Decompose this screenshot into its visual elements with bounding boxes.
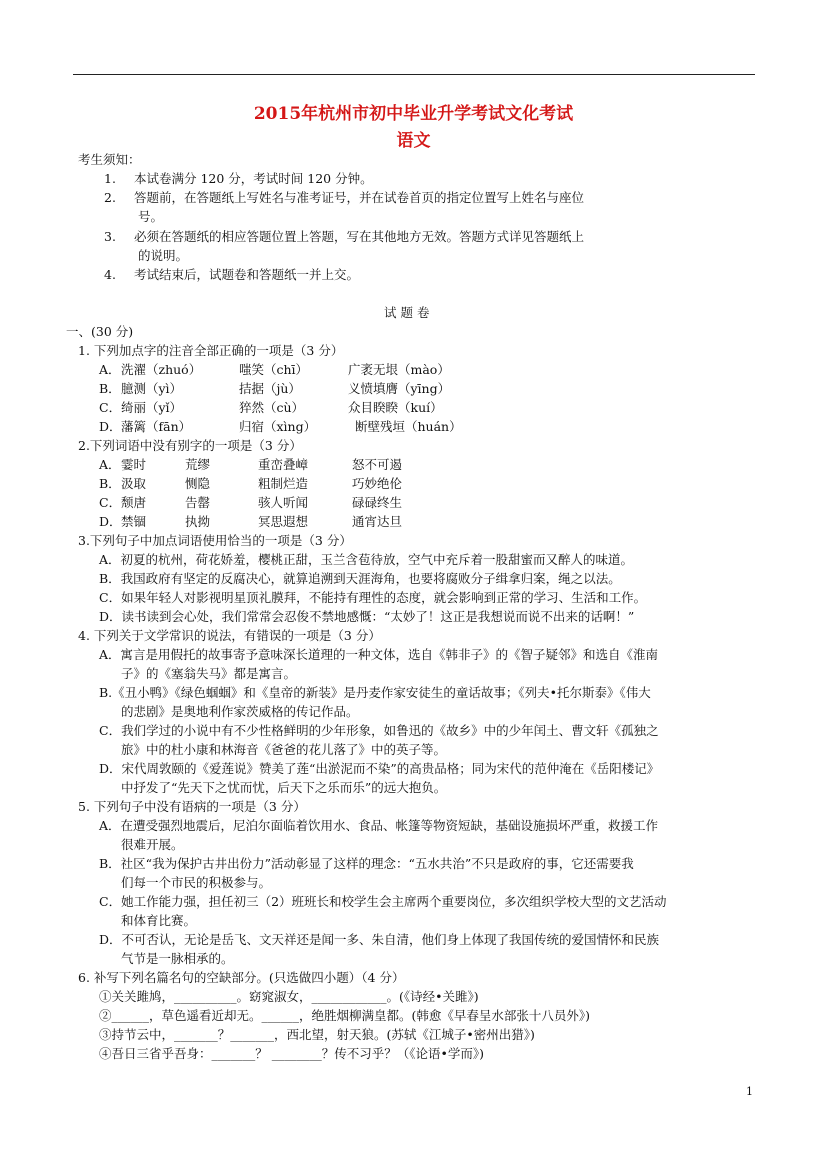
option-cell: 告罄 bbox=[185, 495, 211, 510]
option-line: D．读书读到会心处，我们常常会忍俊不禁地感慨：“太妙了！这正是我想说而说不出来的话啊！” bbox=[99, 609, 635, 624]
instructions-heading: 考生须知： bbox=[78, 152, 141, 167]
exam-title: 2015年杭州市初中毕业升学考试文化考试 bbox=[253, 104, 574, 124]
question-stem: 5. 下列句子中没有语病的一项是（3 分） bbox=[78, 799, 306, 814]
option-label: C． bbox=[99, 400, 122, 415]
option-cell: 霎时 bbox=[121, 457, 147, 472]
option-cell: 广袤无垠（mào） bbox=[348, 362, 450, 377]
instruction-num: 4. bbox=[104, 267, 116, 282]
option-line: A．在遭受强烈地震后，尼泊尔面临着饮用水、食品、帐篷等物资短缺，基础设施损坏严重，救援工作 bbox=[99, 818, 659, 833]
question-stem: 2.下列词语中没有别字的一项是（3 分） bbox=[78, 438, 302, 453]
option-cell: 荒缪 bbox=[185, 457, 211, 472]
option-cell: 嗤笑（chī） bbox=[239, 362, 309, 377]
option-cell: 义愤填膺（yīng） bbox=[348, 381, 451, 396]
option-line: C．如果年轻人对影视明星顶礼膜拜，不能持有理性的态度，就会影响到正常的学习、生活和工作。 bbox=[99, 590, 647, 605]
option-cell: 怒不可遏 bbox=[352, 457, 403, 472]
option-label: A． bbox=[99, 457, 121, 472]
instruction-text: 本试卷满分 120 分，考试时间 120 分钟。 bbox=[134, 171, 373, 186]
option-cell: 绮丽（yǐ） bbox=[121, 400, 183, 415]
instruction-num: 1. bbox=[104, 171, 116, 186]
instruction-text-cont: 的说明。 bbox=[138, 248, 189, 263]
option-cell: 汲取 bbox=[121, 476, 147, 491]
option-cell: 断壁残垣（huán） bbox=[355, 419, 462, 434]
option-cell: 执拗 bbox=[185, 514, 211, 529]
option-line: A．初夏的杭州，荷花娇羞，樱桃正甜，玉兰含苞待放，空气中充斥着一股甜蜜而又醉人的味道。 bbox=[99, 552, 634, 567]
exam-subject: 语文 bbox=[396, 131, 431, 151]
question-stem: 1. 下列加点字的注音全部正确的一项是（3 分） bbox=[78, 343, 344, 358]
option-line-cont: 很难开展。 bbox=[121, 837, 184, 852]
option-label: B． bbox=[99, 381, 121, 396]
option-cell: 臆测（yì） bbox=[121, 381, 183, 396]
option-label: A． bbox=[99, 362, 121, 377]
option-label: D． bbox=[99, 419, 122, 434]
instruction-num: 2. bbox=[104, 190, 116, 205]
option-cell: 巧妙绝伦 bbox=[352, 476, 403, 491]
paper-label: 试 题 卷 bbox=[384, 305, 430, 320]
option-label: B． bbox=[99, 476, 121, 491]
option-line-cont: 的悲剧》是奥地利作家茨威格的传记作品。 bbox=[121, 704, 359, 719]
question-stem: 6. 补写下列名篇名句的空缺部分。(只选做四小题）（4 分） bbox=[78, 970, 405, 985]
option-cell: 碌碌终生 bbox=[352, 495, 403, 510]
question-stem: 3.下列句子中加点词语使用恰当的一项是（3 分） bbox=[78, 533, 352, 548]
option-cell: 禁锢 bbox=[121, 514, 147, 529]
option-line: C．她工作能力强，担任初三（2）班班长和校学生会主席两个重要岗位，多次组织学校大型的文艺活动 bbox=[99, 894, 667, 909]
question-stem: 4. 下列关于文学常识的说法，有错误的一项是（3 分） bbox=[78, 628, 381, 643]
option-line: A．寓言是用假托的故事寄予意味深长道理的一种文体，选自《韩非子》的《智子疑邻》和选自《淮南 bbox=[99, 647, 659, 662]
fill-blank-line: ①关关雎鸠，__________。窈窕淑女，____________。(《诗经•关雎》) bbox=[99, 989, 479, 1004]
option-cell: 洗濯（zhuó） bbox=[121, 362, 202, 377]
option-line: B.《丑小鸭》《绿色蝈蝈》和《皇帝的新装》是丹麦作家安徒生的童话故事；《列夫•托尔斯泰》《伟大 bbox=[99, 685, 651, 700]
fill-blank-line: ③持节云中，_______？_______，西北望，射天狼。(苏轼《江城子•密州出猎》) bbox=[99, 1027, 535, 1042]
option-cell: 猝然（cù） bbox=[239, 400, 305, 415]
option-line-cont: 子》的《塞翁失马》都是寓言。 bbox=[121, 666, 297, 681]
instruction-text: 必须在答题纸的相应答题位置上答题，写在其他地方无效。答题方式详见答题纸上 bbox=[134, 229, 585, 244]
instruction-text: 考试结束后，试题卷和答题纸一并上交。 bbox=[134, 267, 360, 282]
instruction-num: 3. bbox=[104, 229, 116, 244]
option-line: D．不可否认，无论是岳飞、文天祥还是闻一多、朱自清，他们身上体现了我国传统的爱国情怀和民族 bbox=[99, 932, 660, 947]
option-line-cont: 们每一个市民的积极参与。 bbox=[121, 875, 272, 890]
option-cell: 归宿（xìng） bbox=[239, 419, 317, 434]
option-line-cont: 气节是一脉相承的。 bbox=[121, 951, 234, 966]
option-line: B．我国政府有坚定的反腐决心，就算追溯到天涯海角，也要将腐败分子缉拿归案，绳之以法。 bbox=[99, 571, 621, 586]
fill-blank-line: ②______，草色遥看近却无。______，绝胜烟柳满皇都。(韩愈《早春呈水部张十八员外》) bbox=[99, 1008, 591, 1023]
option-cell: 重峦叠嶂 bbox=[258, 457, 309, 472]
option-line: D．宋代周敦颐的《爱莲说》赞美了莲“出淤泥而不染”的高贵品格；同为宋代的范仲淹在《岳阳楼记》 bbox=[99, 761, 660, 776]
header-rule bbox=[73, 74, 755, 75]
instruction-text-cont: 号。 bbox=[138, 209, 164, 224]
option-cell: 冥思遐想 bbox=[258, 514, 309, 529]
instruction-text: 答题前，在答题纸上写姓名与准考证号，并在试卷首页的指定位置写上姓名与座位 bbox=[134, 190, 585, 205]
section-heading: 一、(30 分) bbox=[66, 324, 134, 339]
option-cell: 粗制烂造 bbox=[258, 476, 309, 491]
option-cell: 恻隐 bbox=[185, 476, 211, 491]
option-label: D． bbox=[99, 514, 122, 529]
option-cell: 骇人听闻 bbox=[258, 495, 309, 510]
option-line: B．社区“我为保护古井出份力”活动彰显了这样的理念：“五水共治”不只是政府的事，它还需要我 bbox=[99, 856, 634, 871]
option-cell: 颓唐 bbox=[121, 495, 147, 510]
fill-blank-line: ④吾日三省乎吾身：_______？ ________？传不习乎？（《论语•学而》) bbox=[99, 1046, 484, 1061]
option-cell: 众目睽睽（kuí） bbox=[348, 400, 443, 415]
page-number: 1 bbox=[746, 1085, 753, 1098]
option-label: C． bbox=[99, 495, 122, 510]
option-line: C．我们学过的小说中有不少性格鲜明的少年形象，如鲁迅的《故乡》中的少年闰土、曹文轩《孤独之 bbox=[99, 723, 659, 738]
option-cell: 通宵达旦 bbox=[352, 514, 403, 529]
option-cell: 拮据（jù） bbox=[239, 381, 301, 396]
option-line-cont: 和体育比赛。 bbox=[121, 913, 197, 928]
option-line-cont: 旅》中的杜小康和林海音《爸爸的花儿落了》中的英子等。 bbox=[121, 742, 447, 757]
option-line-cont: 中抒发了“先天下之忧而忧，后天下之乐而乐”的远大抱负。 bbox=[121, 780, 447, 795]
option-cell: 藩篱（fān） bbox=[121, 419, 192, 434]
